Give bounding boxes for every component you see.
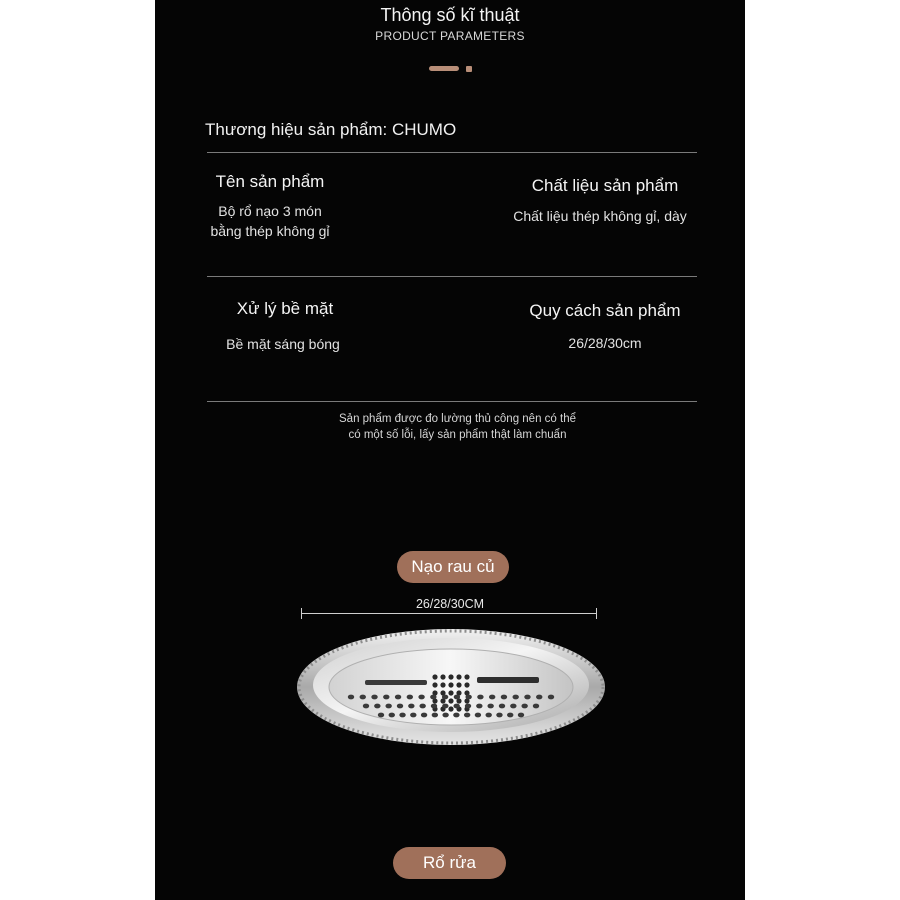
title-decoration-bar [429,66,459,71]
grater-hole [399,713,405,718]
grater-hole [363,704,369,709]
grater-hole [407,695,413,700]
grater-hole [513,695,519,700]
grater-hole [419,704,425,709]
grater-hole [431,704,437,709]
slicer-slot-left [365,680,427,685]
grater-hole [385,704,391,709]
grater-hole [464,713,470,718]
grater-hole [348,695,354,700]
grater-hole [496,713,502,718]
section-title: Thông số kĩ thuật [380,5,520,25]
spec-value-line: Bề mặt sáng bóng [226,336,340,352]
grater-hole [448,698,453,703]
spec-value-line: Bộ rổ nạo 3 món [218,203,322,219]
spec-value-line: bằng thép không gỉ [210,223,330,239]
grater-hole [378,713,384,718]
spec-value-product-name [170,201,370,241]
grater-hole [499,704,505,709]
spec-label-surface: Xử lý bề mặt [236,299,334,318]
dimension-line [301,613,597,614]
spec-label-specification: Quy cách sản phẩm [529,301,681,320]
grater-hole [383,695,389,700]
grater-hole [430,695,436,700]
grater-hole [432,682,437,687]
grater-hole [448,674,453,679]
product-parameters-panel [155,0,745,900]
grater-hole [487,704,493,709]
grater-hole [442,713,448,718]
dimension-label: 26/28/30CM [415,597,485,611]
dimension-tick-right [596,608,597,619]
grater-hole [521,704,527,709]
grater-hole [448,682,453,687]
grater-tray-image [295,625,607,750]
grater-hole [440,674,445,679]
grater-hole [507,713,513,718]
grater-hole [454,695,460,700]
spec-value-line: 26/28/30cm [568,335,642,351]
grater-hole [510,704,516,709]
measurement-note [155,411,745,443]
title-decoration-dot [466,66,472,72]
grater-hole [464,682,469,687]
grater-hole [408,704,414,709]
grater-hole [533,704,539,709]
divider [207,401,697,402]
section-subtitle: PRODUCT PARAMETERS [375,29,525,43]
grater-hole [448,690,453,695]
grater-hole [432,674,437,679]
slicer-slot-right [477,677,539,683]
grater-hole [448,706,453,711]
grater-hole [464,674,469,679]
grater-hole [477,695,483,700]
grater-hole [418,695,424,700]
spec-label-product-name: Tên sản phẩm [215,172,325,191]
grater-hole [518,713,524,718]
grater-hole [501,695,507,700]
note-line: Sản phẩm được đo lường thủ công nên có thể [339,413,576,425]
grater-hole [465,695,471,700]
grater-hole [410,713,416,718]
brand-line: Thương hiệu sản phẩm: CHUMO [205,120,457,139]
grater-hole [397,704,403,709]
grater-hole [453,713,459,718]
grater-hole [548,695,554,700]
spec-label-material: Chất liệu sản phẩm [531,176,679,195]
grater-hole [374,704,380,709]
grater-hole [489,695,495,700]
grater-hole [440,682,445,687]
grater-hole [432,713,438,718]
grater-hole [395,695,401,700]
grater-hole [476,704,482,709]
grater-hole [421,713,427,718]
grater-hole [485,713,491,718]
spec-value-surface [183,334,383,354]
grater-hole [453,704,459,709]
spec-value-material [470,206,730,226]
product-badge-colander: Rổ rửa [393,847,506,879]
grater-hole [360,695,366,700]
grater-hole [389,713,395,718]
grater-hole [456,674,461,679]
divider [207,276,697,277]
note-line: có một số lỗi, lấy sản phẩm thật làm chuẩn [348,429,567,441]
grater-hole [442,704,448,709]
grater-hole [475,713,481,718]
product-badge-grater: Nạo rau củ [397,551,509,583]
divider [207,152,697,153]
grater-hole [465,704,471,709]
grater-hole [456,682,461,687]
grater-hole [371,695,377,700]
spec-value-line: Chất liệu thép không gỉ, dày [513,208,687,224]
spec-value-specification [475,333,735,353]
grater-hole [442,695,448,700]
grater-hole [524,695,530,700]
grater-hole [536,695,542,700]
dimension-tick-left [301,608,302,619]
